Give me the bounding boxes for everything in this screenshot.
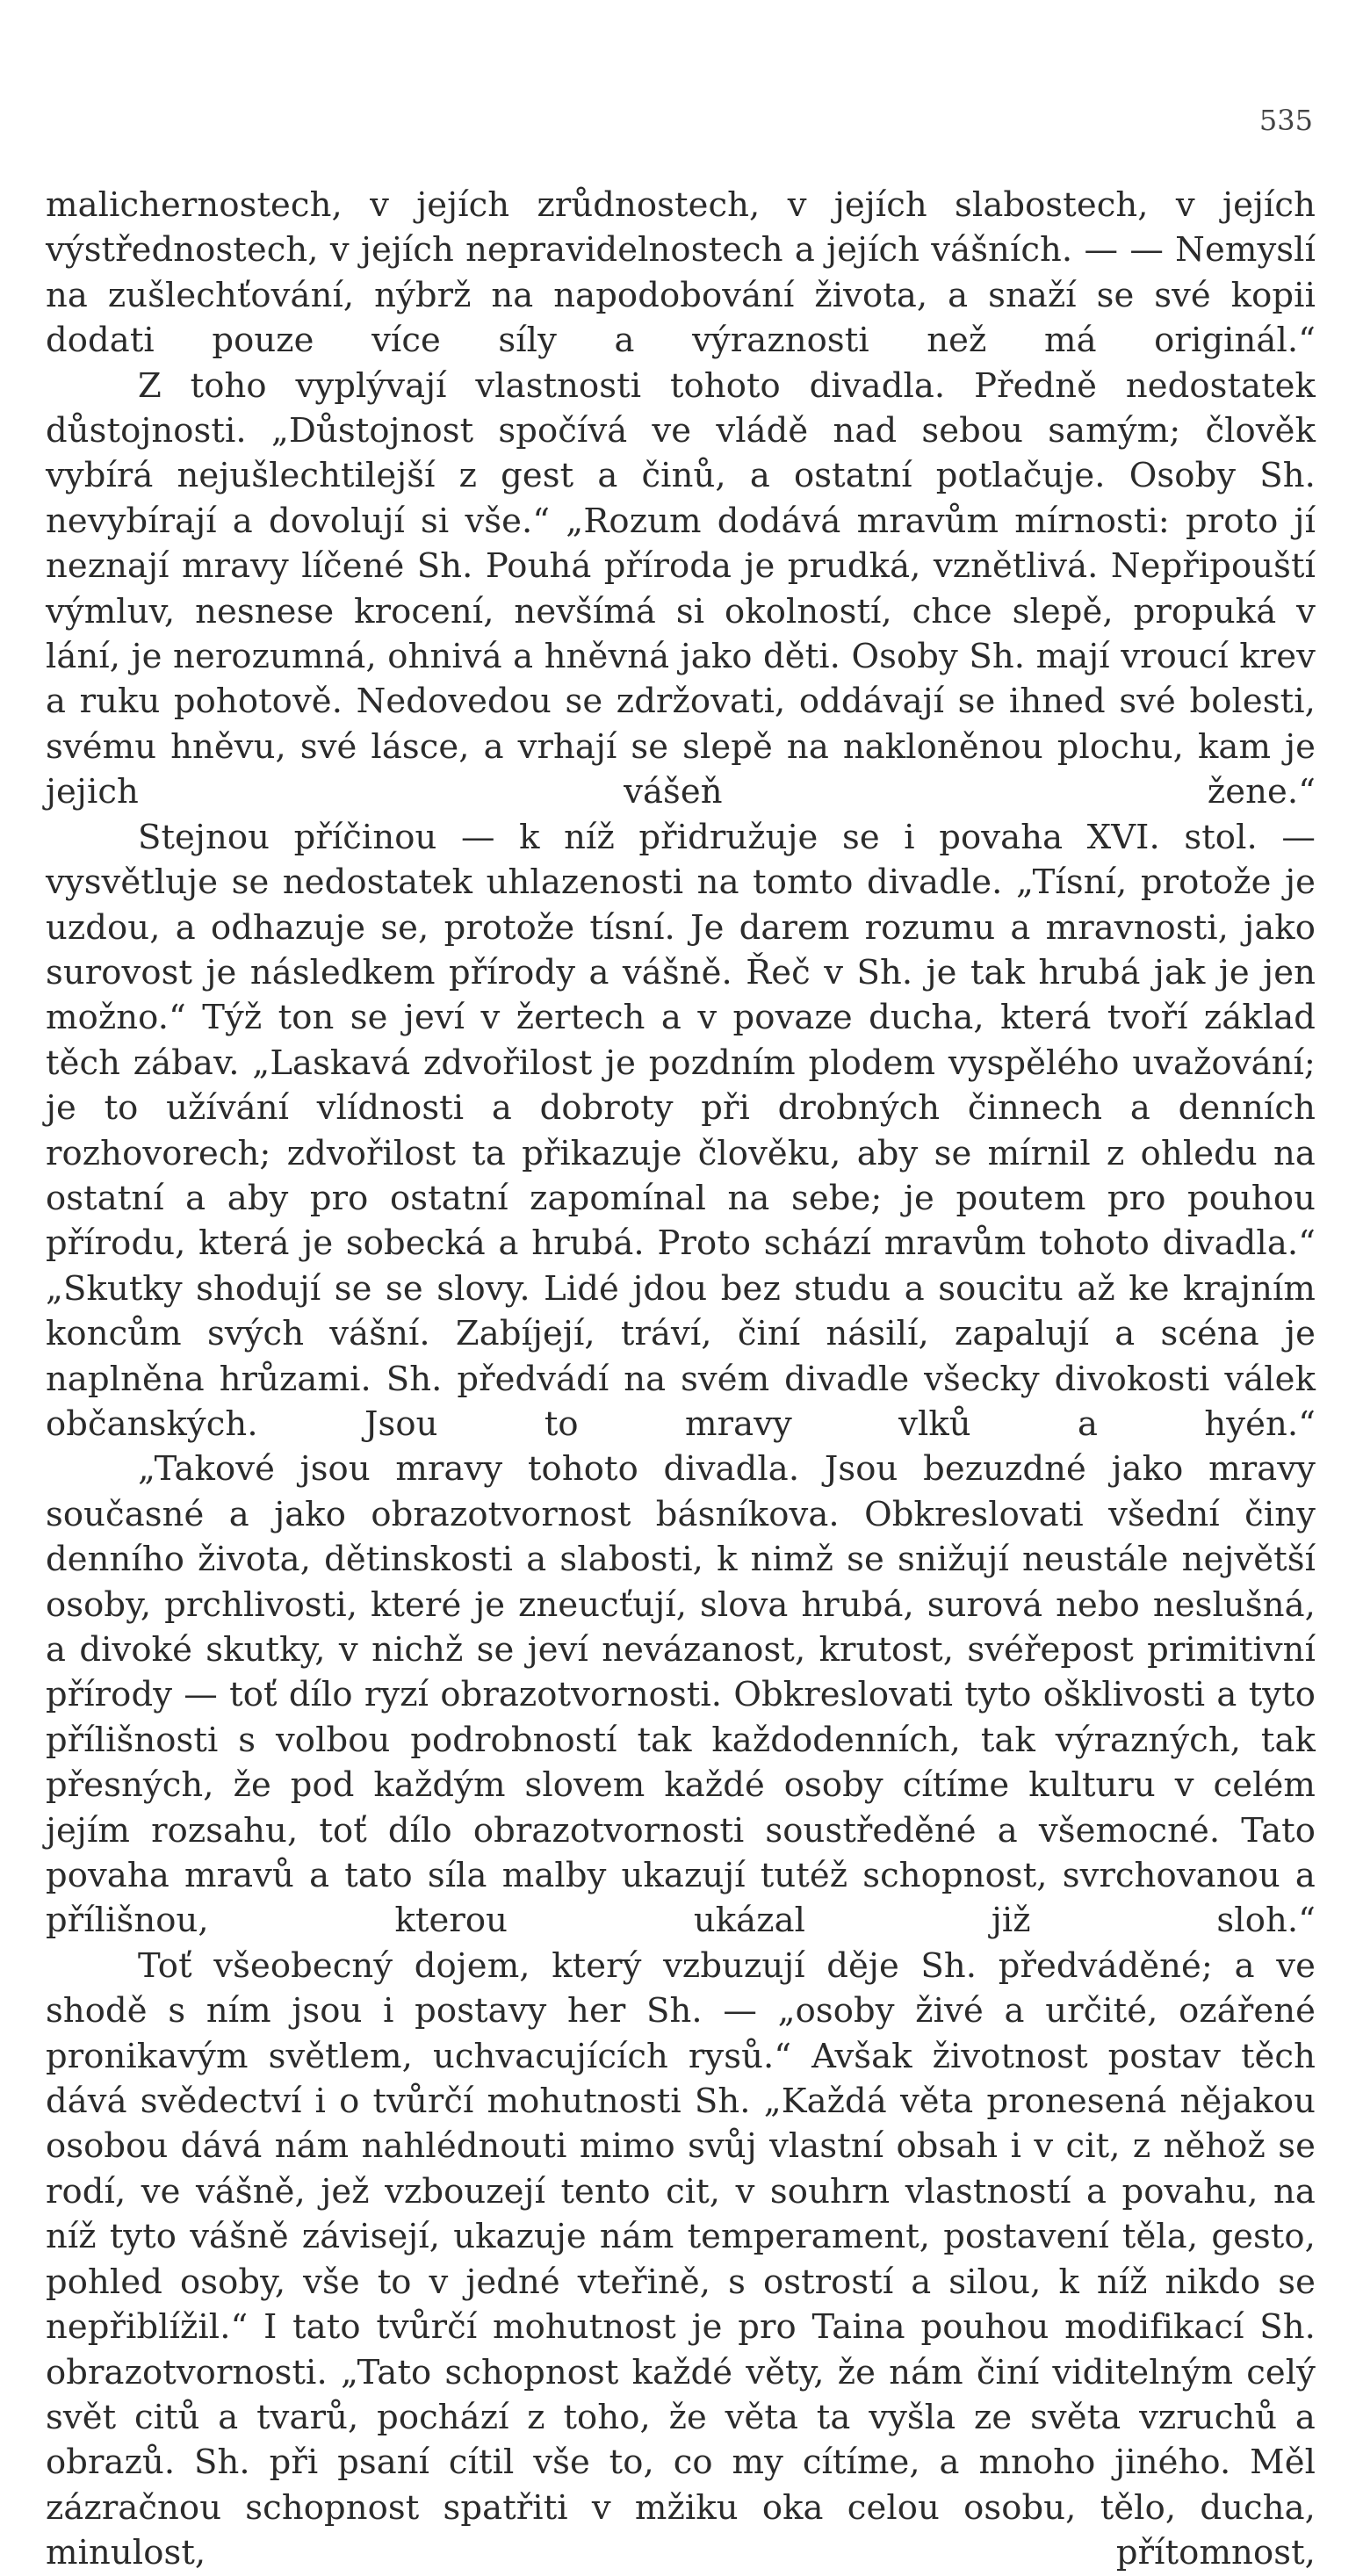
paragraph: Z toho vyplývají vlastnosti tohoto divadla. Předně nedostatek důstojnosti. „Důstojnost spočívá ve vládě nad sebou samým; člověk vybírá nejušlechtilejší z gest a činů, a ostatní potlačuje. Osoby Sh. nevybírají a dovolují si vše.“ „Rozum dodává mravům mírnosti: proto jí neznají mravy líčené Sh. Pouhá příroda je prudká, vznětlivá. Nepřipouští výmluv, nesnese krocení, nevšímá si okolností, chce slepě, propuká v lání, je nerozumná, ohnivá a hněvná jako děti. Osoby Sh. mají vroucí krev a ruku pohotově. Nedovedou se zdržovati, oddávají se ihned své bolesti, svému hněvu, své lásce, a vrhají se slepě na nakloněnou plochu, kam je jejich vášeň žene.“ xyxy=(46,365,1316,812)
paragraph: „Takové jsou mravy tohoto divadla. Jsou bezuzdné jako mravy současné a jako obrazotvornost básníkova. Obkreslovati všední činy denního života, dětinskosti a slabosti, k nimž se snižují neustále největší osoby, prchlivosti, které je zneucťují, slova hrubá, surová nebo neslušná, a divoké skutky, v nichž se jeví nevázanost, krutost, svéřepost primitivní přírody — toť dílo ryzí obrazotvornosti. Obkreslovati tyto ošklivosti a tyto přílišnosti s volbou podrobností tak každodenních, tak výrazných, tak přesných, že pod každým slovem každé osoby cítíme kulturu v celém jejím rozsahu, toť dílo obrazotvornosti soustředěné a všemocné. Tato povaha mravů a tato síla malby ukazují tutéž schopnost, svrchovanou a přílišnou, kterou ukázal již sloh.“ xyxy=(46,1449,1316,1941)
page-number: 535 xyxy=(1258,104,1313,137)
paragraph: Toť všeobecný dojem, který vzbuzují děje Sh. předváděné; a ve shodě s ním jsou i postavy her Sh. — „osoby živé a určité, ozářené pronikavým světlem, uchvacujících rysů.“ Avšak životnost postav těch dává svědectví i o tvůrčí mohutnosti Sh. „Každá věta pronesená nějakou osobou dává nám nahlédnouti mimo svůj vlastní obsah i v cit, z něhož se rodí, ve vášně, jež vzbouzejí tento cit, v souhrn vlastností a povahu, na níž tyto vášně závisejí, ukazuje nám temperament, postavení těla, gesto, pohled osoby, vše to v jedné vteřině, s ostrostí a silou, k níž nikdo se nepřiblížil.“ I tato tvůrčí mohutnost je pro Taina pouhou modifikací Sh. obrazotvornosti. „Tato schopnost každé věty, že nám činí viditelným celý svět citů a tvarů, pochází z toho, že věta ta vyšla ze světa vzruchů a obrazů. Sh. při psaní cítil vše to, co my cítíme, a mnoho jiného. Měl zázračnou schopnost spatřiti v mžiku oka celou osobu, tělo, ducha, minulost, přítomnost, xyxy=(46,1945,1316,2573)
body-text xyxy=(46,183,1316,2576)
paragraph: malichernostech, v jejích zrůdnostech, v jejích slabostech, v jejích výstřednostech, v jejích nepravidelnostech a jejích vášních. — — Nemyslí na zušlechťování, nýbrž na napodobování života, a snaží se své kopii dodati pouze více síly a výraznosti než má originál.“ xyxy=(46,185,1316,361)
paragraph: Stejnou příčinou — k níž přidružuje se i povaha XVI. stol. — vysvětluje se nedostatek uhlazenosti na tomto divadle. „Tísní, protože je uzdou, a odhazuje se, protože tísní. Je darem rozumu a mravnosti, jako surovost je následkem přírody a vášně. Řeč v Sh. je tak hrubá jak je jen možno.“ Týž ton se jeví v žertech a v povaze ducha, která tvoří základ těch zábav. „Laskavá zdvořilost je pozdním plodem vyspělého uvažování; je to užívání vlídnosti a dobroty při drobných činnech a denních rozhovorech; zdvořilost ta přikazuje člověku, aby se mírnil z ohledu na ostatní a aby pro ostatní zapomínal na sebe; je poutem pro pouhou přírodu, která je sobecká a hrubá. Proto schází mravům tohoto divadla.“ „Skutky shodují se se slovy. Lidé jdou bez studu a soucitu až ke krajním koncům svých vášní. Zabíjejí, tráví, činí násilí, zapalují a scéna je naplněna hrůzami. Sh. předvádí na svém divadle všecky divokosti válek občanských. Jsou to mravy vlků a hyén.“ xyxy=(46,817,1316,1444)
